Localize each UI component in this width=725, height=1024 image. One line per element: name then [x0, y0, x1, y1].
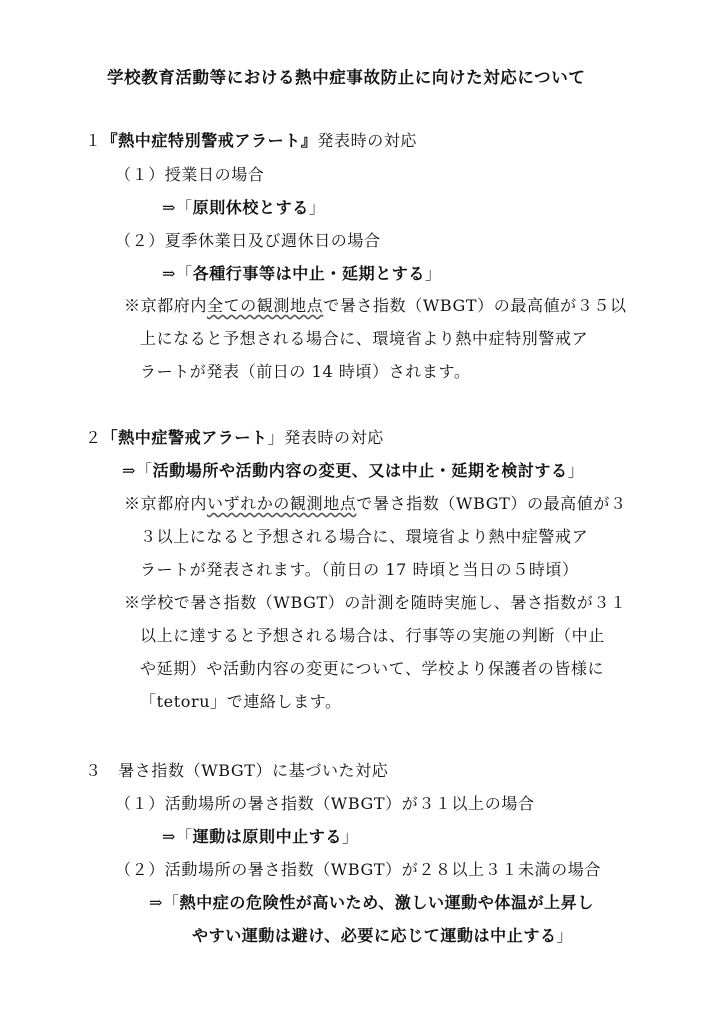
result-text: 原則休校とする — [192, 198, 309, 217]
result-text: やすい運動は避け、必要に応じて運動は中止する — [192, 926, 557, 945]
arrow: ⇒「 — [122, 461, 153, 480]
close-bracket: 」 — [425, 264, 442, 283]
section-1-note-line-1 — [124, 296, 627, 316]
arrow: ⇒「 — [162, 264, 193, 283]
close-bracket: 」 — [567, 461, 585, 480]
section-3-sub-1-result — [162, 827, 359, 847]
section-2-note-1-line-3: ラートが発表されます。（前日の 17 時頃と当日の５時頃） — [140, 560, 579, 579]
section-3-sub-2-result-line-1 — [149, 893, 594, 913]
section-1-sub-1-result — [162, 198, 325, 218]
section-2-heading-rest: 発表時の対応 — [284, 428, 384, 447]
section-2-title: 「熱中症警戒アラート — [101, 428, 268, 447]
section-2-note-2-line-4: 「tetoru」で連絡します。 — [140, 692, 342, 711]
close-bracket: 」 — [308, 198, 326, 217]
section-2-note-2-line-3: や延期）や活動内容の変更について、学校より保護者の皆様に — [140, 659, 605, 678]
section-2-note-2-line-1: ※学校で暑さ指数（WBGT）の計測を随時実施し、暑さ指数が３１ — [124, 593, 627, 612]
section-2-heading — [85, 428, 384, 448]
section-1-heading — [85, 131, 417, 151]
section-1-heading-rest: 発表時の対応 — [317, 131, 418, 150]
close-bracket: 」 — [556, 926, 574, 945]
section-2-note-1-line-1 — [124, 494, 627, 514]
section-1-note-line-3: ラートが発表（前日の 14 時頃）されます。 — [140, 362, 471, 381]
note-text: ※京都府内 — [124, 494, 208, 513]
section-1-note-line-2: 上になると予想される場合に、環境省より熱中症特別警戒ア — [140, 329, 589, 348]
arrow: ⇒「 — [162, 827, 193, 846]
section-3-sub-1: （１）活動場所の暑さ指数（WBGT）が３１以上の場合 — [115, 794, 535, 813]
note-text: で暑さ指数（WBGT）の最高値が３ — [356, 494, 627, 513]
section-3-sub-2-result-line-2 — [192, 926, 573, 946]
note-emphasis: 全ての観測地点 — [207, 296, 324, 315]
section-2-number: ２ — [85, 428, 102, 447]
section-2-note-1-line-2: ３以上になると予想される場合に、環境省より熱中症警戒ア — [140, 527, 589, 546]
section-1-sub-2-result — [162, 264, 442, 284]
section-2-result — [122, 461, 584, 481]
section-2-note-2-line-2: 以上に達すると予想される場合は、行事等の実施の判断（中止 — [140, 626, 605, 645]
note-text: で暑さ指数（WBGT）の最高値が３５以 — [323, 296, 627, 315]
section-1-sub-2: （２）夏季休業日及び週休日の場合 — [115, 231, 381, 250]
close-bracket: 」 — [342, 827, 359, 846]
close-bracket: 」 — [267, 428, 285, 447]
document-title: 学校教育活動等における熱中症事故防止に向けた対応について — [107, 68, 586, 87]
section-1-title: 『熱中症特別警戒アラート』 — [101, 131, 318, 150]
result-text: 各種行事等は中止・延期とする — [192, 264, 426, 283]
section-1-number: １ — [85, 131, 102, 150]
result-text: 運動は原則中止する — [192, 827, 343, 846]
section-1-sub-1: （１）授業日の場合 — [115, 165, 265, 184]
section-3-heading: ３ 暑さ指数（WBGT）に基づいた対応 — [85, 761, 389, 780]
section-3-sub-2: （２）活動場所の暑さ指数（WBGT）が２８以上３１未満の場合 — [115, 860, 601, 879]
arrow: ⇒「 — [162, 198, 193, 217]
result-text: 熱中症の危険性が高いため、激しい運動や体温が上昇し — [179, 893, 594, 912]
result-text: 活動場所や活動内容の変更、又は中止・延期を検討する — [152, 461, 568, 480]
note-text: ※京都府内 — [124, 296, 208, 315]
note-emphasis: いずれかの観測地点 — [207, 494, 357, 513]
arrow: ⇒「 — [149, 893, 180, 912]
